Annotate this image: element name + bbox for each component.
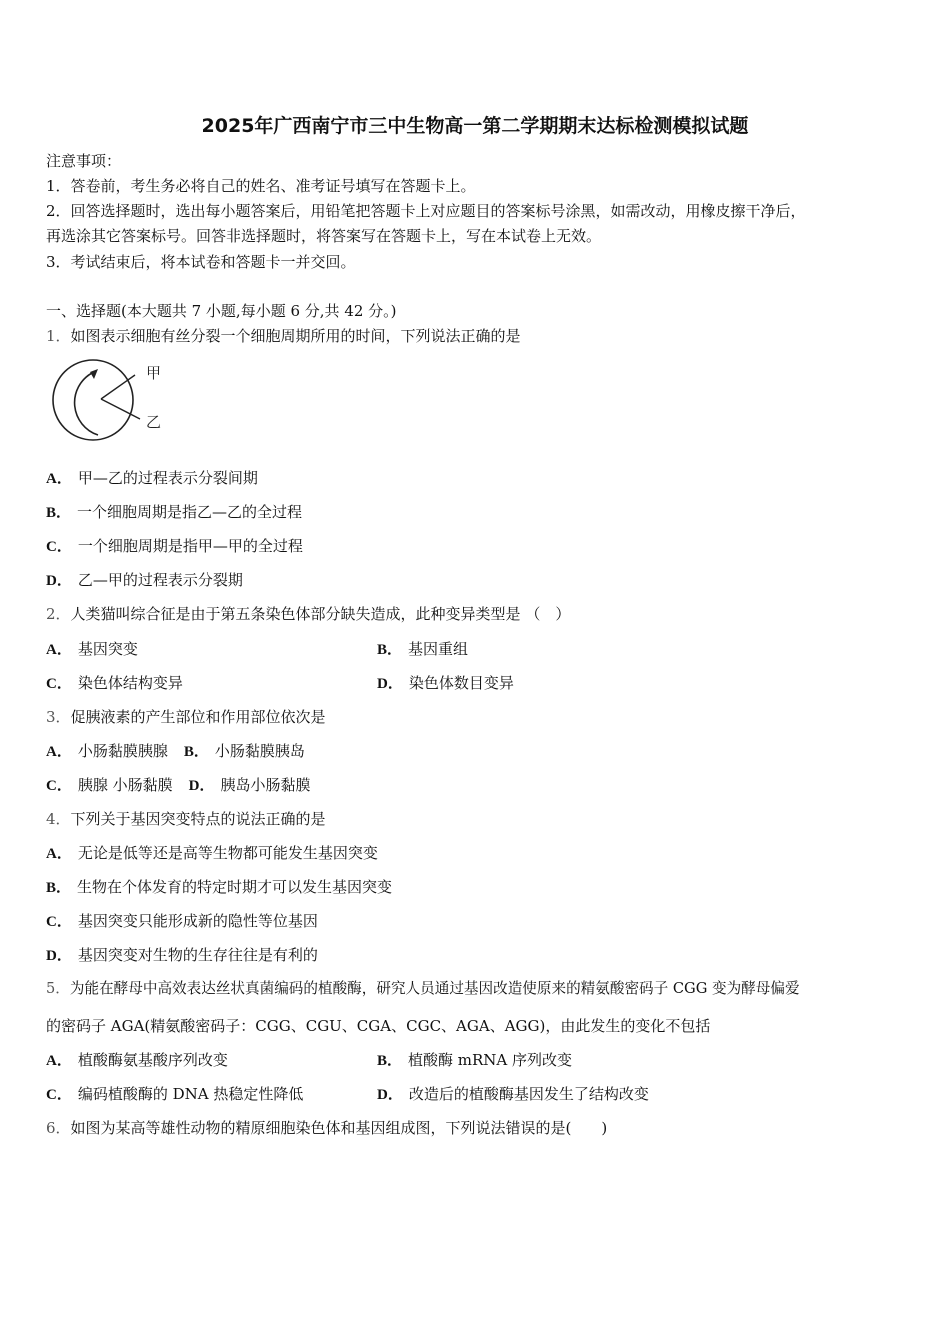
label-yi: 乙 xyxy=(146,413,162,431)
q4-option-a: A． 无论是低等还是高等生物都可能发生基因突变 xyxy=(46,844,378,862)
question-3-stem: 3．促胰液素的产生部位和作用部位依次是 xyxy=(46,708,326,726)
question-1-text: 如图表示细胞有丝分裂一个细胞周期所用的时间，下列说法正确的是 xyxy=(70,327,521,345)
radius-jia xyxy=(101,375,135,399)
q4-option-c: C． 基因突变只能形成新的隐性等位基因 xyxy=(46,912,318,930)
q5-option-c: C． 编码植酸酶的 DNA 热稳定性降低 xyxy=(46,1085,304,1103)
notice-heading: 注意事项： xyxy=(46,152,122,170)
cycle-arc-arrow xyxy=(75,373,98,435)
cell-cycle-circle-diagram xyxy=(50,355,170,445)
question-6-stem: 6．如图为某高等雄性动物的精原细胞染色体和基因组成图，下列说法错误的是( ) xyxy=(46,1119,608,1137)
page-title: 2025年广西南宁市三中生物高一第二学期期末达标检测模拟试题 xyxy=(201,115,749,137)
q1-option-d: D． 乙—甲的过程表示分裂期 xyxy=(46,571,243,589)
q2-option-b: B． 基因重组 xyxy=(377,640,469,658)
q5-option-a: A． 植酸酶氨基酸序列改变 xyxy=(46,1051,228,1069)
q5-option-b: B． 植酸酶 mRNA 序列改变 xyxy=(377,1051,573,1069)
notice-item-2-cont: 再选涂其它答案标号。回答非选择题时，将答案写在答题卡上，写在本试卷上无效。 xyxy=(46,227,602,245)
label-jia: 甲 xyxy=(146,364,162,382)
q1-option-b: B． 一个细胞周期是指乙—乙的全过程 xyxy=(46,503,303,521)
radius-yi xyxy=(101,399,140,419)
question-5-stem-line1: 5．为能在酵母中高效表达丝状真菌编码的植酸酶，研究人员通过基因改造使原来的精氨酸密码子 CGG 变为酵母偏爱 xyxy=(46,980,800,997)
q2-option-c: C． 染色体结构变异 xyxy=(46,674,183,692)
q2-option-d: D． 染色体数目变异 xyxy=(377,674,514,692)
section-heading: 一、选择题(本大题共 7 小题,每小题 6 分,共 42 分。) xyxy=(46,302,397,320)
q1-option-a: A． 甲—乙的过程表示分裂间期 xyxy=(46,469,258,487)
q1-option-c: C． 一个细胞周期是指甲—甲的全过程 xyxy=(46,537,303,555)
q3-options-ab: A． 小肠黏膜胰腺 B． 小肠黏膜胰岛 xyxy=(46,742,305,760)
notice-item-1: 1．答卷前，考生务必将自己的姓名、准考证号填写在答题卡上。 xyxy=(46,177,476,195)
question-5-stem-line2: 的密码子 AGA(精氨酸密码子：CGG、CGU、CGA、CGC、AGA、AGG)，由此发生的变化不包括 xyxy=(46,1017,711,1035)
notice-item-2: 2．回答选择题时，选出每小题答案后，用铅笔把答题卡上对应题目的答案标号涂黑，如需改动，用橡皮擦干净后， xyxy=(46,202,806,220)
question-1-stem xyxy=(46,325,521,347)
question-1-number: 1． xyxy=(46,327,71,345)
q2-option-a: A． 基因突变 xyxy=(46,640,138,658)
arrow-head-icon xyxy=(90,369,98,379)
q5-option-d: D． 改造后的植酸酶基因发生了结构改变 xyxy=(377,1085,649,1103)
question-4-stem: 4．下列关于基因突变特点的说法正确的是 xyxy=(46,810,326,828)
q4-option-d: D． 基因突变对生物的生存往往是有利的 xyxy=(46,946,318,964)
q3-options-cd: C． 胰腺 小肠黏膜 D． 胰岛小肠黏膜 xyxy=(46,776,311,794)
notice-item-3: 3．考试结束后，将本试卷和答题卡一并交回。 xyxy=(46,253,356,271)
q4-option-b: B． 生物在个体发育的特定时期才可以发生基因突变 xyxy=(46,878,393,896)
question-2-stem: 2．人类猫叫综合征是由于第五条染色体部分缺失造成，此种变异类型是 （ ） xyxy=(46,605,571,623)
